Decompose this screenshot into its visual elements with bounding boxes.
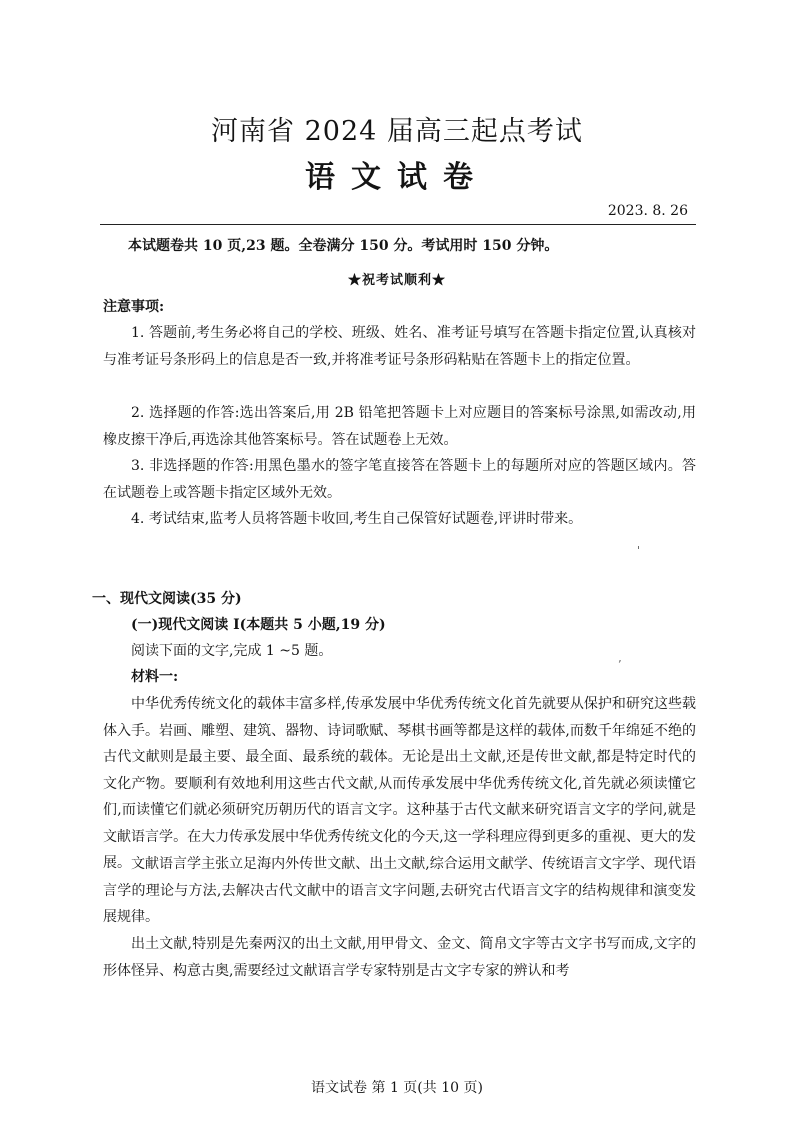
scan-speck: ’ (618, 658, 622, 671)
good-luck-banner: ★祝考试顺利★ (347, 273, 446, 288)
material-paragraph-1: 中华优秀传统文化的载体丰富多样,传承发展中华优秀传统文化首先就要从保护和研究这些载体入手。岩画、雕塑、建筑、器物、诗词歌赋、琴棋书画等都是这样的载体,而数千年绵延不绝的古代文献则是最主要、最全面、最系统的载体。无论是出土文献,还是传世文献,都是特定时代的文化产物。要顺利有效地利用这些古代文献,从而传承发展中华优秀传统文化,首先就必须读懂它们,而读懂它们就必须研究历朝历代的语言文字。这种基于古代文献来研究语言文字的学问,就是文献语言学。在大力传承发展中华优秀传统文化的今天,这一学科理应得到更多的重视、更大的发展。 (103, 696, 696, 871)
page-footer: 语文试卷 第 1 页(共 10 页) (311, 1080, 483, 1096)
material-label: 材料一: (131, 669, 179, 685)
exam-date: 2023. 8. 26 (607, 203, 688, 219)
note-item-2: 2. 选择题的作答:选出答案后,用 2B 铅笔把答题卡上对应题目的答案标号涂黑,如需改动,用橡皮擦干净后,再选涂其他答案标号。答在试题卷上无效。 (103, 405, 696, 448)
exam-intro: 本试题卷共 10 页,23 题。全卷满分 150 分。考试用时 150 分钟。 (128, 238, 559, 254)
material-paragraph-3: 出土文献,特别是先秦两汉的出土文献,用甲骨文、金文、简帛文字等古文字书写而成,文字的形体怪异、构意古奥,需要经过文献语言学专家特别是古文字专家的辨认和考 (103, 936, 696, 979)
note-item-4: 4. 考试结束,监考人员将答题卡收回,考生自己保管好试题卷,评讲时带来。 (131, 511, 583, 527)
scan-speck: ' (637, 544, 641, 557)
material-paragraph-2: 文献语言学主张立足海内外传世文献、出土文献,综合运用文献学、传统语言文字学、现代语言学的理论与方法,去解决古代文献中的语言文字问题,去研究古代语言文字的结构规律和演变发展规律。 (103, 856, 696, 925)
notes-heading: 注意事项: (103, 299, 165, 315)
note-item-1: 1. 答题前,考生务必将自己的学校、班级、姓名、准考证号填写在答题卡指定位置,认真核对与准考证号条形码上的信息是否一致,并将准考证号条形码粘贴在答题卡上的指定位置。 (103, 325, 696, 368)
subsection-heading: (一)现代文阅读 I(本题共 5 小题,19 分) (131, 617, 386, 633)
header-divider (100, 224, 696, 225)
exam-subject-title: 语文试卷 (305, 160, 489, 195)
exam-title: 河南省 2024 届高三起点考试 (211, 116, 583, 147)
note-item-3: 3. 非选择题的作答:用黑色墨水的签字笔直接答在答题卡上的每题所对应的答题区域内。答在试题卷上或答题卡指定区域外无效。 (103, 458, 696, 501)
section-heading: 一、现代文阅读(35 分) (92, 591, 242, 607)
reading-instruction: 阅读下面的文字,完成 1 ~5 题。 (131, 643, 333, 659)
